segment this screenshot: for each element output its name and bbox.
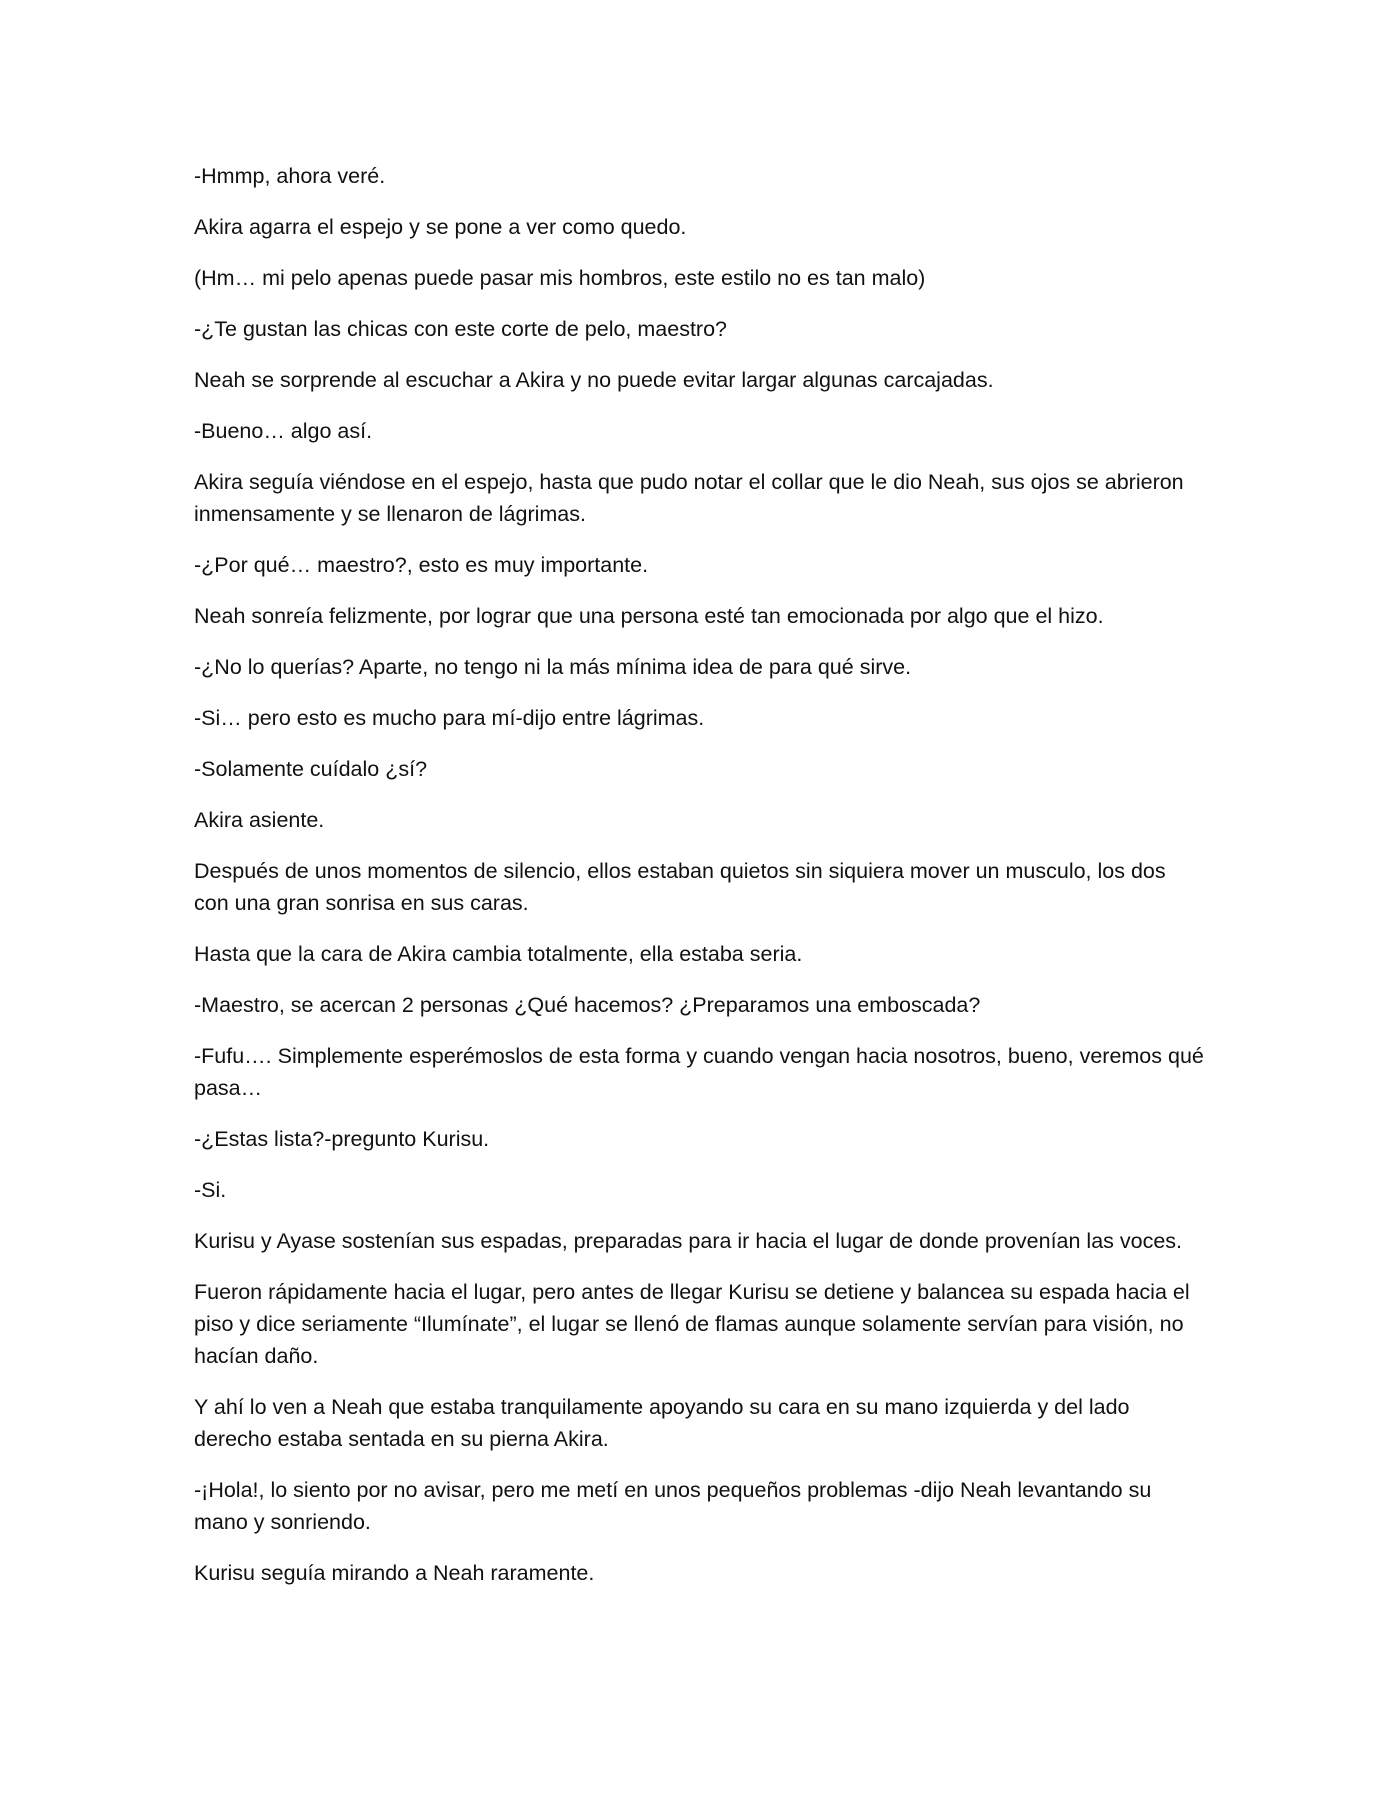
paragraph: Y ahí lo ven a Neah que estaba tranquilamente apoyando su cara en su mano izquierda y del lado derecho estaba sentada en su pierna Akira. [194, 1395, 1130, 1451]
paragraph: Después de unos momentos de silencio, ellos estaban quietos sin siquiera mover un musculo, los dos con una gran sonrisa en sus caras. [194, 859, 1166, 915]
paragraph: -¡Hola!, lo siento por no avisar, pero me metí en unos pequeños problemas -dijo Neah levantando su mano y sonriendo. [194, 1478, 1152, 1534]
paragraph: -¿Por qué… maestro?, esto es muy importante. [194, 553, 649, 577]
paragraph: -Bueno… algo así. [194, 419, 373, 443]
paragraph: Akira agarra el espejo y se pone a ver como quedo. [194, 215, 687, 239]
paragraph: Fueron rápidamente hacia el lugar, pero antes de llegar Kurisu se detiene y balancea su espada hacia el piso y dice seriamente “Ilumínate”, el lugar se llenó de flamas aunque solamente servían para visión, no hacían daño. [194, 1280, 1190, 1368]
paragraph: -¿Te gustan las chicas con este corte de pelo, maestro? [194, 317, 727, 341]
paragraph: -Si. [194, 1178, 227, 1202]
paragraph: Akira asiente. [194, 808, 325, 832]
paragraph: -¿No lo querías? Aparte, no tengo ni la más mínima idea de para qué sirve. [194, 655, 912, 679]
paragraph: -Fufu…. Simplemente esperémoslos de esta forma y cuando vengan hacia nosotros, bueno, veremos qué pasa… [194, 1044, 1204, 1100]
paragraph: Neah sonreía felizmente, por lograr que una persona esté tan emocionada por algo que el hizo. [194, 604, 1104, 628]
paragraph: -Hmmp, ahora veré. [194, 164, 386, 188]
paragraph: -Si… pero esto es mucho para mí-dijo entre lágrimas. [194, 706, 705, 730]
paragraph: Neah se sorprende al escuchar a Akira y no puede evitar largar algunas carcajadas. [194, 368, 994, 392]
paragraph: Hasta que la cara de Akira cambia totalmente, ella estaba seria. [194, 942, 803, 966]
paragraph: -Solamente cuídalo ¿sí? [194, 757, 428, 781]
paragraph: -¿Estas lista?-pregunto Kurisu. [194, 1127, 490, 1151]
paragraph: Kurisu seguía mirando a Neah raramente. [194, 1561, 595, 1585]
paragraph: Kurisu y Ayase sostenían sus espadas, preparadas para ir hacia el lugar de donde provenían las voces. [194, 1229, 1183, 1253]
document-body [194, 160, 1204, 1608]
paragraph: (Hm… mi pelo apenas puede pasar mis hombros, este estilo no es tan malo) [194, 266, 926, 290]
paragraph: -Maestro, se acercan 2 personas ¿Qué hacemos? ¿Preparamos una emboscada? [194, 993, 981, 1017]
paragraph: Akira seguía viéndose en el espejo, hasta que pudo notar el collar que le dio Neah, sus ojos se abrieron inmensamente y se llenaron de lágrimas. [194, 470, 1184, 526]
